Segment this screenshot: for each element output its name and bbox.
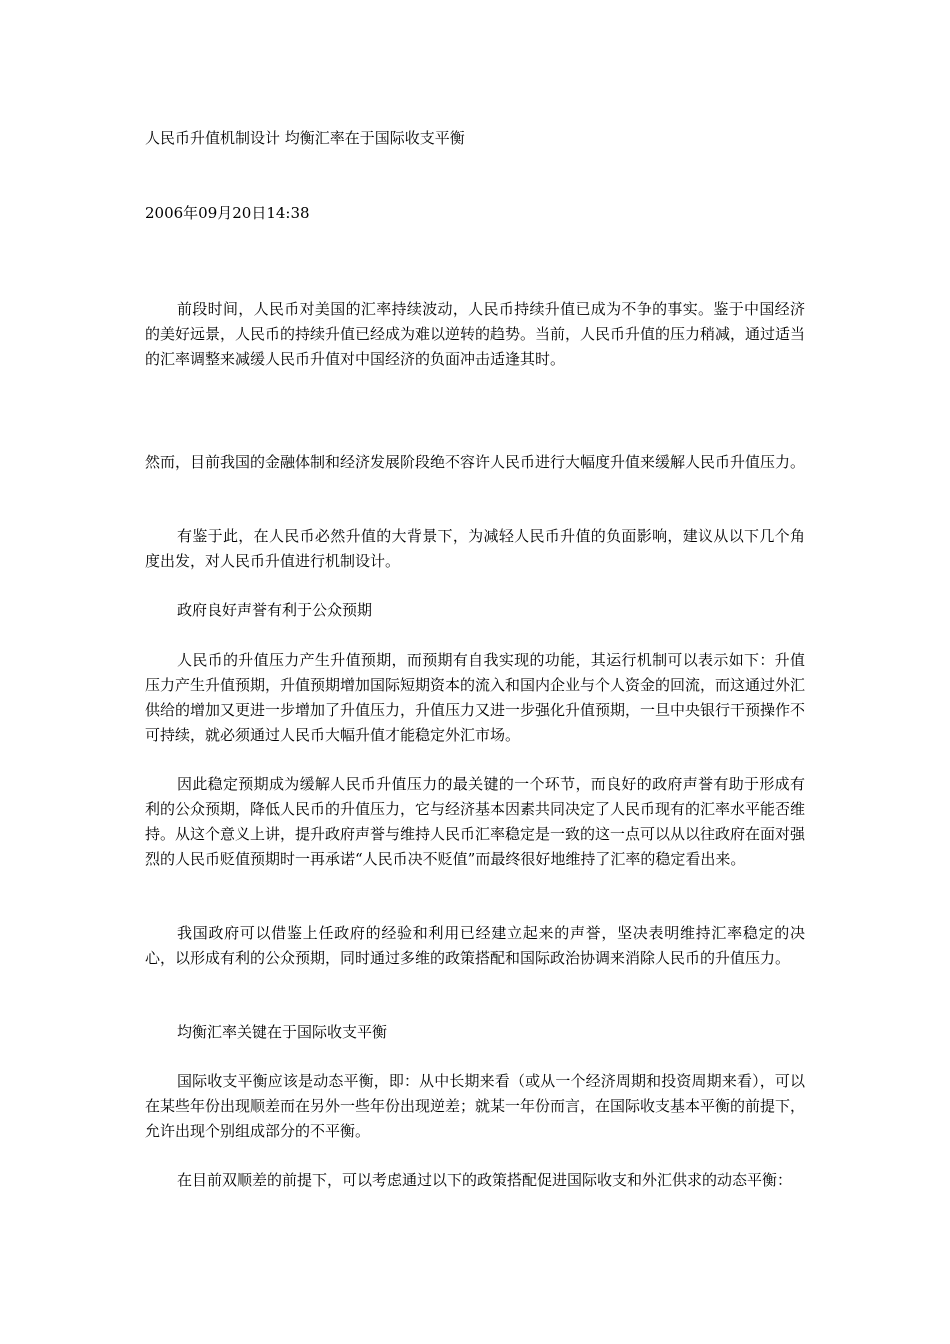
paragraph-intro: 前段时间，人民币对美国的汇率持续波动，人民币持续升值已成为不争的事实。鉴于中国经济的美好远景，人民币的持续升值已经成为难以逆转的趋势。当前，人民币升值的压力稍减，通过适当的汇率调整来减缓人民币升值对中国经济的负面冲击适逢其时。 bbox=[145, 300, 806, 368]
paragraph-stable-expectation: 因此稳定预期成为缓解人民币升值压力的最关键的一个环节，而良好的政府声誉有助于形成有利的公众预期，降低人民币的升值压力，它与经济基本因素共同决定了人民币现有的汇率水平能否维持。从这个意义上讲，提升政府声誉与维持人民币汇率稳定是一致的这一点可以从以往政府在面对强烈的人民币贬值预期时一再承诺“人民币决不贬值”而最终很好地维持了汇率的稳定看出来。 bbox=[145, 775, 806, 868]
paragraph-however: 然而，目前我国的金融体制和经济发展阶段绝不容许人民币进行大幅度升值来缓解人民币升值压力。 bbox=[145, 453, 806, 471]
paragraph-proposal: 有鉴于此，在人民币必然升值的大背景下，为减轻人民币升值的负面影响，建议从以下几个角度出发，对人民币升值进行机制设计。 bbox=[145, 527, 805, 570]
paragraph-expectation-mechanism: 人民币的升值压力产生升值预期，而预期有自我实现的功能，其运行机制可以表示如下：升值压力产生升值预期，升值预期增加国际短期资本的流入和国内企业与个人资金的回流，而这通过外汇供给的增加又更进一步增加了升值压力，升值压力又进一步强化升值预期，一旦中央银行干预操作不可持续，就必须通过人民币大幅升值才能稳定外汇市场。 bbox=[145, 651, 806, 744]
section-heading-reputation: 政府良好声誉有利于公众预期 bbox=[177, 601, 373, 619]
paragraph-policy-mix: 在目前双顺差的前提下，可以考虑通过以下的政策搭配促进国际收支和外汇供求的动态平衡： bbox=[177, 1171, 793, 1189]
paragraph-government-resolve: 我国政府可以借鉴上任政府的经验和利用已经建立起来的声誉，坚决表明维持汇率稳定的决心，以形成有利的公众预期，同时通过多维的政策搭配和国际政治协调来消除人民币的升值压力。 bbox=[145, 924, 805, 967]
article-title: 人民币升值机制设计 均衡汇率在于国际收支平衡 bbox=[145, 129, 465, 147]
article-date: 2006年09月20日14:38 bbox=[145, 204, 310, 222]
paragraph-dynamic-balance: 国际收支平衡应该是动态平衡，即：从中长期来看（或从一个经济周期和投资周期来看），可以在某些年份出现顺差而在另外一些年份出现逆差；就某一年份而言，在国际收支基本平衡的前提下，允许出现个别组成部分的不平衡。 bbox=[145, 1072, 806, 1140]
section-heading-balance: 均衡汇率关键在于国际收支平衡 bbox=[177, 1023, 388, 1041]
